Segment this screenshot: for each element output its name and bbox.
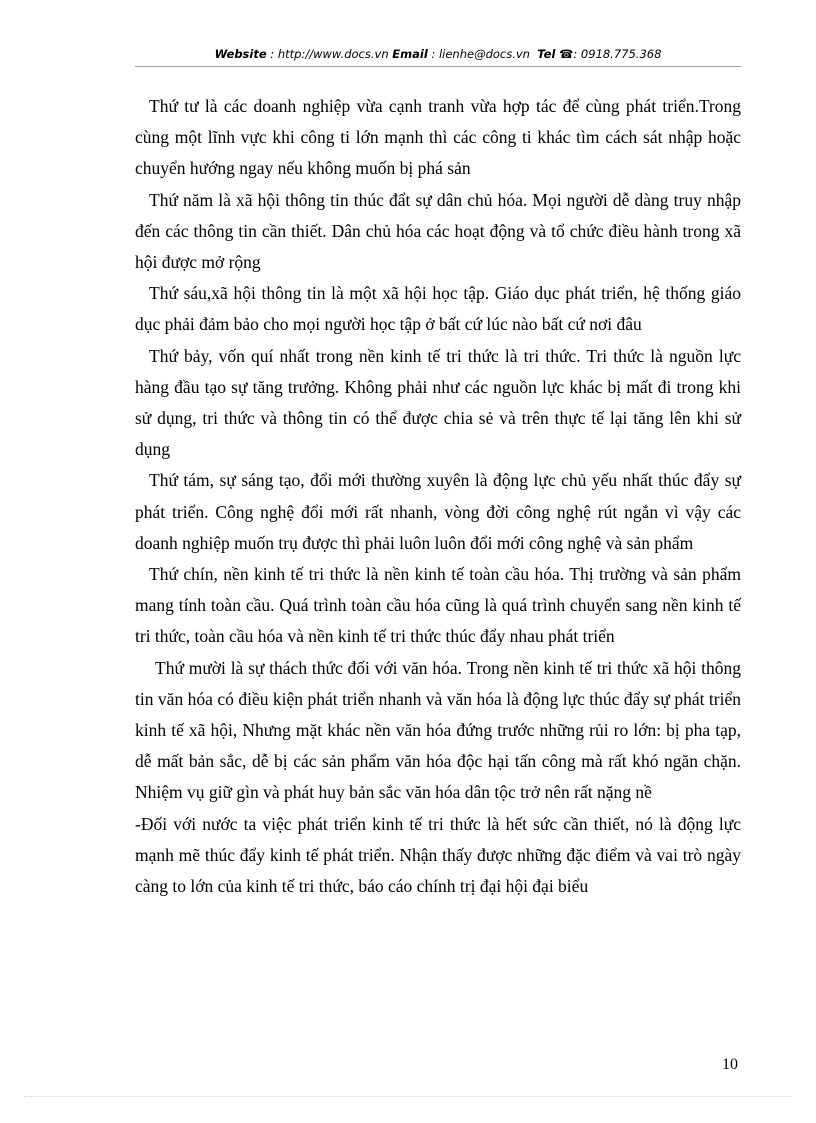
email-value[interactable]: lienhe@docs.vn (438, 47, 530, 61)
page-number: 10 (722, 1056, 738, 1073)
paragraph-thu-bay: Thứ bảy, vốn quí nhất trong nền kinh tế tri thức là tri thức. Tri thức là nguồn lực hàng đầu tạo sự tăng trưởng. Không phải như các nguồn lực khác bị mất đi trong khi sử dụng, tri thức và thông tin có thể được chia sẻ và trên thực tế lại tăng lên khi sử dụng (135, 345, 741, 460)
website-url[interactable]: http://www.docs.vn (277, 47, 389, 61)
footer-divider (24, 1096, 792, 1097)
tel-value: : 0918.775.368 (573, 47, 662, 61)
paragraph-thu-tam: Thứ tám, sự sáng tạo, đổi mới thường xuyên là động lực chủ yếu nhất thúc đẩy sự phát triển. Công nghệ đổi mới rất nhanh, vòng đời công nghệ rút ngắn vì vậy các doanh nghiệp muốn trụ được thì phải luôn luôn đổi mới công nghệ và sản phẩm (135, 470, 741, 553)
website-label: Website (214, 47, 267, 61)
document-body (135, 91, 741, 902)
paragraph-thu-muoi: Thứ mười là sự thách thức đối với văn hóa. Trong nền kinh tế tri thức xã hội thông tin văn hóa có điều kiện phát triển nhanh và văn hóa là động lực thúc đẩy sự phát triển kinh tế xã hội, Nhưng mặt khác nền văn hóa đứng trước những rủi ro lớn: bị pha tạp, dễ mất bản sắc, dễ bị các sản phẩm văn hóa độc hại tấn công mà rất khó ngăn chặn. Nhiệm vụ giữ gìn và phát huy bản sắc văn hóa dân tộc trở nên rất nặng nề (135, 657, 741, 803)
paragraph-doi-voi-nuoc-ta: -Đối với nước ta việc phát triển kinh tế tri thức là hết sức cần thiết, nó là động lực mạnh mẽ thúc đẩy kinh tế phát triển. Nhận thấy được những đặc điểm và vai trò ngày càng to lớn của kinh tế tri thức, báo cáo chính trị đại hội đại biểu (135, 813, 741, 897)
tel-label: Tel (537, 47, 556, 61)
website-separator: : (266, 47, 278, 61)
page-header (135, 47, 741, 65)
paragraph-thu-chin: Thứ chín, nền kinh tế tri thức là nền kinh tế toàn cầu hóa. Thị trường và sản phẩm mang tính toàn cầu. Quá trình toàn cầu hóa cũng là quá trình chuyển sang nền kinh tế tri thức, toàn cầu hóa và nền kinh tế tri thức thúc đẩy nhau phát triển (135, 564, 741, 647)
paragraph-thu-nam: Thứ năm là xã hội thông tin thúc đẩt sự dân chủ hóa. Mọi người dễ dàng truy nhập đến các thông tin cần thiết. Dân chủ hóa các hoạt động và tổ chức điều hành trong xã hội được mở rộng (135, 189, 741, 273)
email-separator: : (427, 47, 439, 61)
header-divider (135, 66, 741, 67)
email-label: Email (392, 47, 428, 61)
phone-icon: ☎ (559, 47, 574, 61)
paragraph-thu-sau: Thứ sáu,xã hội thông tin là một xã hội học tập. Giáo dục phát triển, hệ thống giáo dục phải đảm bảo cho mọi người học tập ở bất cứ lúc nào bất cứ nơi đâu (135, 283, 741, 335)
paragraph-thu-tu: Thứ tư là các doanh nghiệp vừa cạnh tranh vừa hợp tác để cùng phát triển.Trong cùng một lĩnh vực khi công ti lớn mạnh thì các công ti khác tìm cách sát nhập hoặc chuyển hướng ngay nếu không muốn bị phá sản (135, 96, 741, 179)
